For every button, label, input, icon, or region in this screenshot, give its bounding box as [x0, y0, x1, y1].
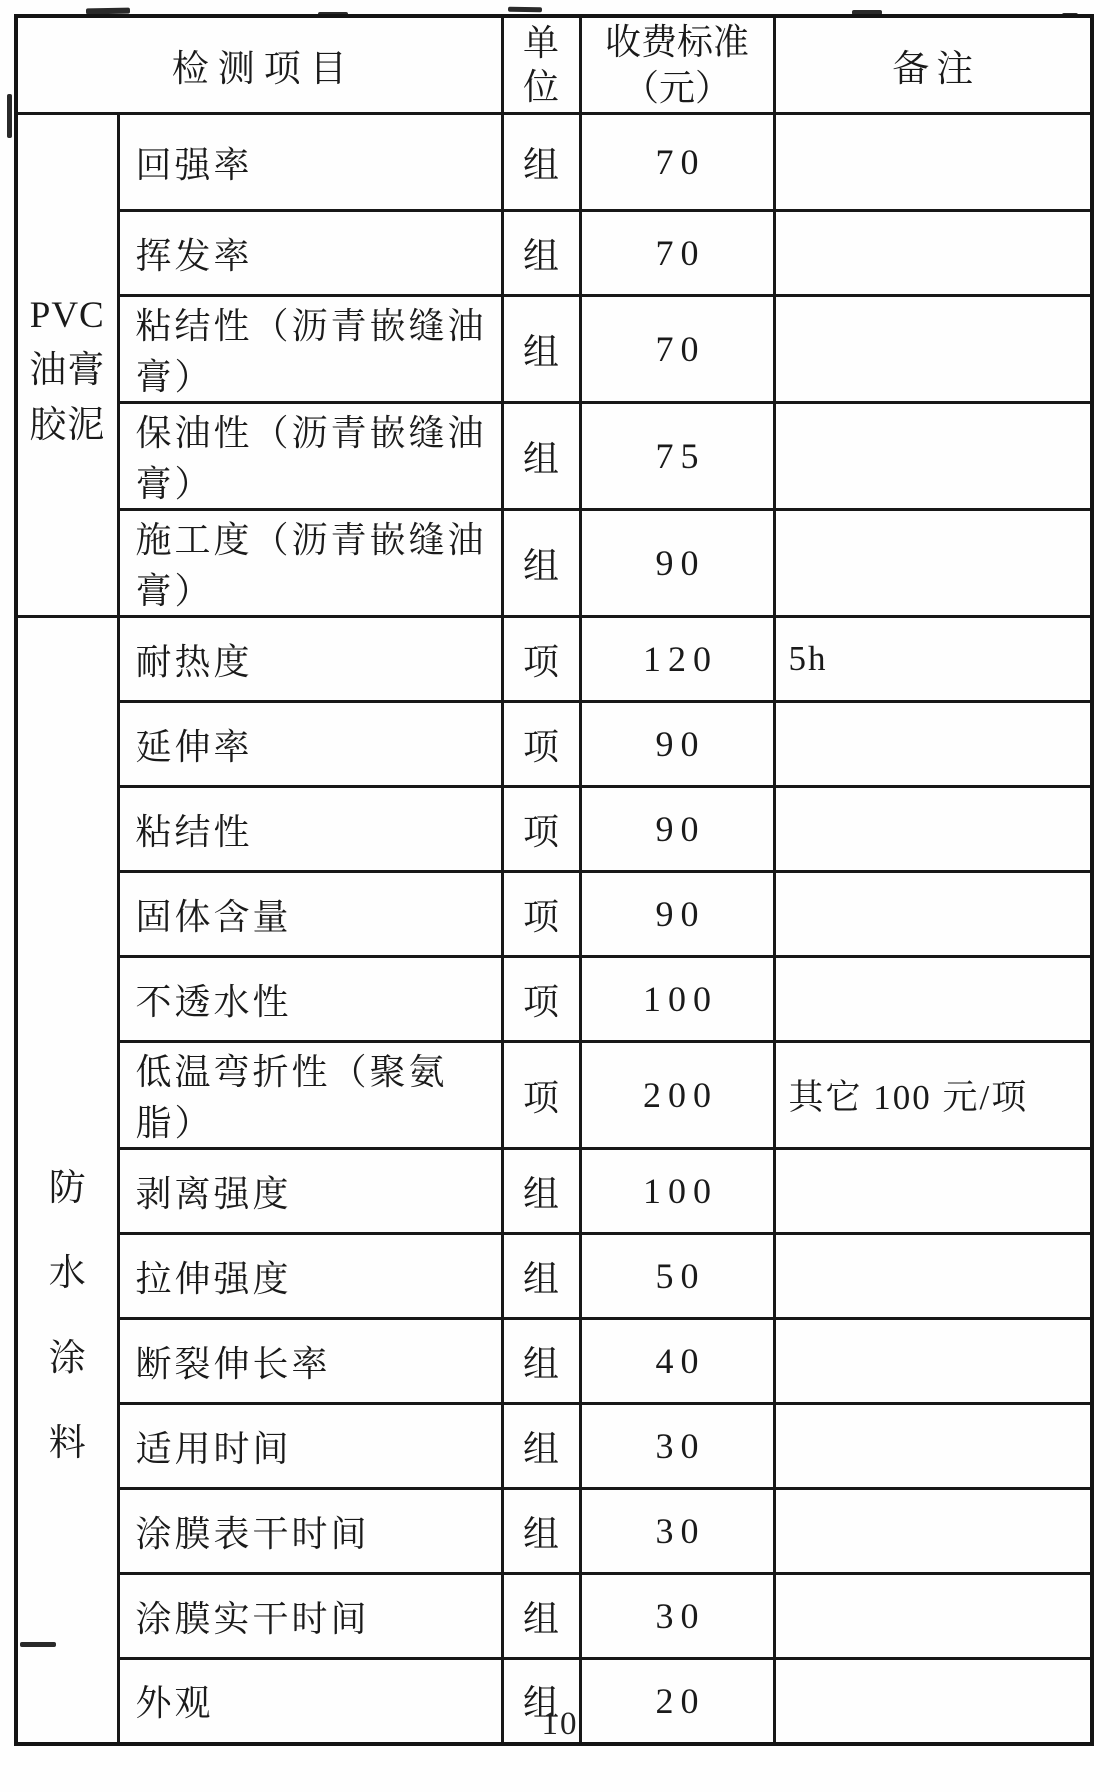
cell-remark	[774, 211, 1092, 296]
table-row	[16, 114, 1092, 211]
table-row	[16, 1489, 1092, 1574]
cell-unit: 组	[502, 1574, 580, 1659]
cell-item: 固体含量	[118, 872, 502, 957]
header-item-label: 检测项目	[171, 49, 356, 90]
cell-fee: 30	[580, 1404, 774, 1489]
cell-remark	[774, 510, 1092, 617]
header-unit-line: 单	[522, 23, 559, 63]
group-label-line: 料	[48, 1423, 86, 1464]
cell-remark	[774, 702, 1092, 787]
cell-remark	[774, 787, 1092, 872]
header-unit	[502, 16, 580, 114]
table-row	[16, 296, 1092, 403]
fee-table	[14, 14, 1094, 1746]
table-header-row	[16, 16, 1092, 114]
cell-item: 回强率	[118, 114, 502, 211]
cell-unit: 项	[502, 1042, 580, 1149]
cell-fee: 90	[580, 872, 774, 957]
cell-fee: 90	[580, 510, 774, 617]
cell-fee: 40	[580, 1319, 774, 1404]
cell-item: 低温弯折性（聚氨脂）	[118, 1042, 502, 1149]
group-label-line: 油膏	[29, 349, 106, 391]
cell-unit: 组	[502, 1234, 580, 1319]
cell-remark	[774, 872, 1092, 957]
group-label-line: 胶泥	[29, 404, 106, 446]
cell-fee: 70	[580, 114, 774, 211]
cell-item: 涂膜实干时间	[118, 1574, 502, 1659]
cell-remark: 5h	[774, 617, 1092, 702]
cell-item: 粘结性（沥青嵌缝油膏）	[118, 296, 502, 403]
scan-artifact	[7, 94, 12, 138]
cell-item: 粘结性	[118, 787, 502, 872]
table-row	[16, 1042, 1092, 1149]
cell-fee: 30	[580, 1489, 774, 1574]
cell-unit: 项	[502, 957, 580, 1042]
cell-unit: 项	[502, 787, 580, 872]
cell-unit: 组	[502, 1659, 580, 1744]
cell-remark	[774, 1319, 1092, 1404]
cell-fee: 100	[580, 1149, 774, 1234]
cell-item: 拉伸强度	[118, 1234, 502, 1319]
cell-unit: 组	[502, 1319, 580, 1404]
cell-item: 不透水性	[118, 957, 502, 1042]
cell-remark: 其它 100 元/项	[774, 1042, 1092, 1149]
cell-remark	[774, 296, 1092, 403]
header-fee-line: （元）	[622, 68, 731, 108]
header-item	[16, 16, 502, 114]
cell-unit: 项	[502, 702, 580, 787]
group-label-line: 涂	[48, 1338, 86, 1379]
group-label-waterproof-coating	[16, 617, 118, 1744]
cell-remark	[774, 957, 1092, 1042]
table-row	[16, 1149, 1092, 1234]
header-remark	[774, 16, 1092, 114]
table-row	[16, 403, 1092, 510]
cell-unit: 组	[502, 1149, 580, 1234]
cell-unit: 组	[502, 1404, 580, 1489]
cell-item: 断裂伸长率	[118, 1319, 502, 1404]
cell-unit: 组	[502, 403, 580, 510]
cell-item: 挥发率	[118, 211, 502, 296]
cell-unit: 组	[502, 114, 580, 211]
cell-fee: 120	[580, 617, 774, 702]
table-row	[16, 957, 1092, 1042]
cell-fee: 90	[580, 787, 774, 872]
fee-table-body	[16, 16, 1092, 1744]
table-row	[16, 1574, 1092, 1659]
header-remark-label: 备注	[892, 49, 981, 90]
cell-item: 延伸率	[118, 702, 502, 787]
cell-unit: 项	[502, 617, 580, 702]
cell-unit: 组	[502, 1489, 580, 1574]
table-row	[16, 1404, 1092, 1489]
cell-fee: 90	[580, 702, 774, 787]
table-row	[16, 1234, 1092, 1319]
cell-item: 耐热度	[118, 617, 502, 702]
group-label-pvc-mastic	[16, 114, 118, 617]
table-row	[16, 211, 1092, 296]
cell-fee: 30	[580, 1574, 774, 1659]
cell-item: 涂膜表干时间	[118, 1489, 502, 1574]
header-fee	[580, 16, 774, 114]
cell-unit: 组	[502, 510, 580, 617]
cell-unit: 项	[502, 872, 580, 957]
cell-remark	[774, 1149, 1092, 1234]
cell-item: 施工度（沥青嵌缝油膏）	[118, 510, 502, 617]
header-unit-line: 位	[522, 67, 559, 107]
group-label-line: 防	[48, 1168, 86, 1209]
cell-remark	[774, 1234, 1092, 1319]
cell-remark	[774, 1489, 1092, 1574]
header-fee-line: 收费标准	[604, 22, 749, 62]
cell-fee: 70	[580, 296, 774, 403]
cell-fee: 75	[580, 403, 774, 510]
cell-item: 外观	[118, 1659, 502, 1744]
cell-fee: 50	[580, 1234, 774, 1319]
cell-item: 保油性（沥青嵌缝油膏）	[118, 403, 502, 510]
cell-remark	[774, 403, 1092, 510]
group-label-line: 水	[48, 1253, 86, 1294]
group-label-line: PVC	[29, 294, 105, 336]
cell-item: 剥离强度	[118, 1149, 502, 1234]
scan-artifact	[508, 7, 542, 13]
cell-fee: 200	[580, 1042, 774, 1149]
cell-fee: 20	[580, 1659, 774, 1744]
cell-remark	[774, 114, 1092, 211]
table-row	[16, 787, 1092, 872]
cell-remark	[774, 1404, 1092, 1489]
cell-remark	[774, 1574, 1092, 1659]
page-number: 10	[541, 1706, 579, 1742]
table-row	[16, 1319, 1092, 1404]
cell-fee: 100	[580, 957, 774, 1042]
table-row	[16, 872, 1092, 957]
table-row	[16, 702, 1092, 787]
cell-unit: 组	[502, 211, 580, 296]
cell-item: 适用时间	[118, 1404, 502, 1489]
table-row	[16, 617, 1092, 702]
cell-fee: 70	[580, 211, 774, 296]
cell-unit: 组	[502, 296, 580, 403]
table-row	[16, 510, 1092, 617]
